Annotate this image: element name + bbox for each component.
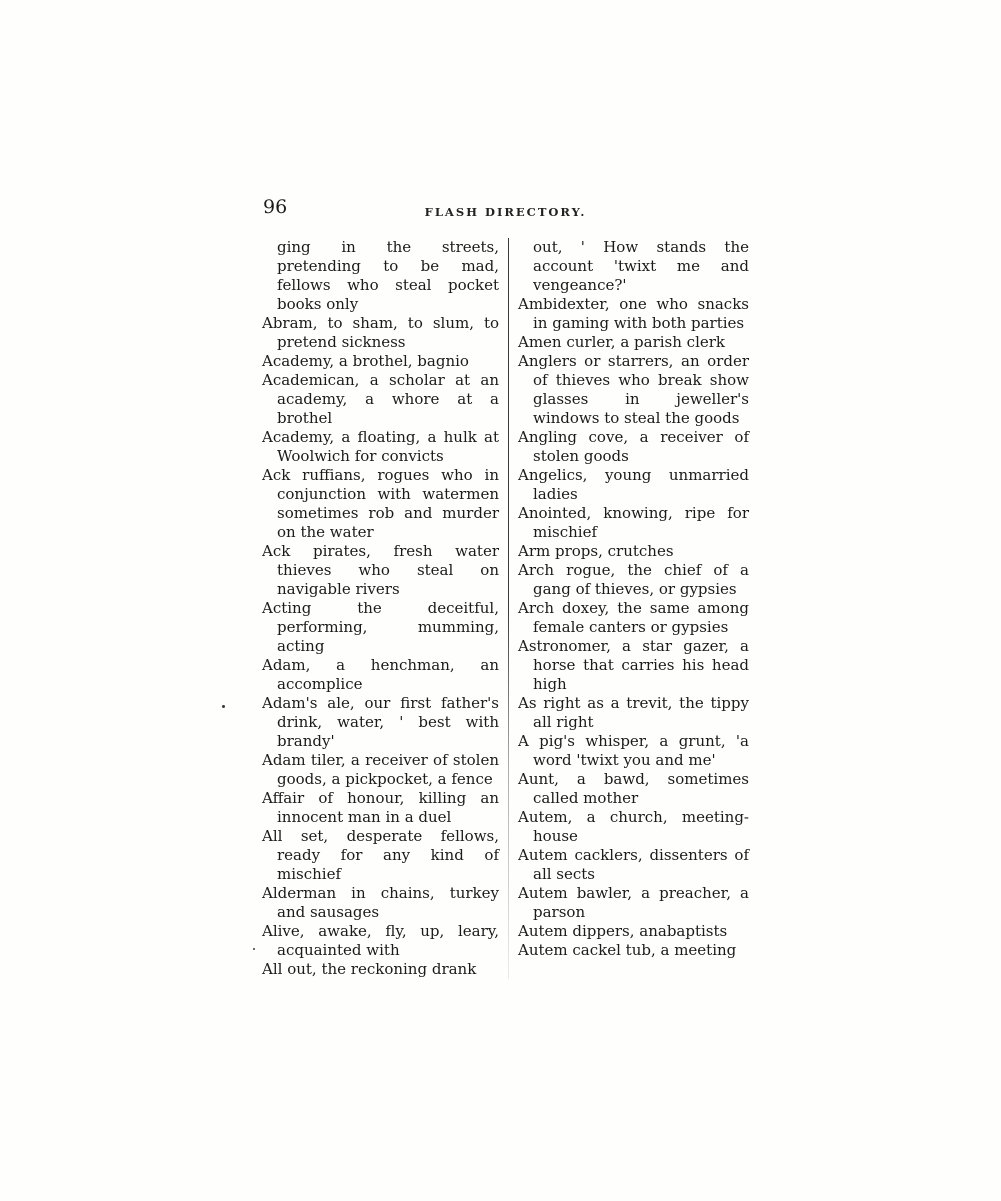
dictionary-entry: Academican, a scholar at an academy, a whore at a brothel [262, 371, 499, 427]
dictionary-entry: All set, desperate fellows, ready for any kind of mischief [262, 827, 499, 883]
dictionary-columns [262, 238, 749, 979]
dictionary-entry: Adam, a henchman, an accomplice [262, 656, 499, 693]
dictionary-entry: Autem dippers, anabaptists [518, 922, 728, 940]
scan-artifact [222, 705, 225, 708]
dictionary-entry: Academy, a floating, a hulk at Woolwich for convicts [262, 428, 499, 465]
dictionary-entry: Academy, a brothel, bagnio [262, 352, 469, 370]
dictionary-entry: Angling cove, a receiver of stolen goods [518, 428, 749, 465]
dictionary-entry: Ack pirates, fresh water thieves who steal on navigable rivers [262, 542, 499, 598]
dictionary-entry: Ack ruffians, rogues who in conjunction with watermen sometimes rob and murder on the water [262, 466, 499, 541]
dictionary-entry: Astronomer, a star gazer, a horse that carries his head high [518, 637, 749, 693]
dictionary-entry: Arch rogue, the chief of a gang of thieves, or gypsies [518, 561, 749, 598]
dictionary-entry: Autem cacklers, dissenters of all sects [518, 846, 749, 883]
dictionary-entry: Arm props, crutches [518, 542, 674, 560]
scan-artifact [253, 948, 255, 950]
dictionary-entry: Ambidexter, one who snacks in gaming with both parties [518, 295, 749, 332]
dictionary-entry: Adam's ale, our first father's drink, water, ' best with brandy' [262, 694, 499, 750]
dictionary-entry: Anglers or starrers, an order of thieves who break show glasses in jeweller's windows to steal the goods [518, 352, 749, 427]
dictionary-entry: Autem cackel tub, a meeting [518, 941, 737, 959]
dictionary-entry: Autem bawler, a preacher, a parson [518, 884, 749, 921]
dictionary-entry: Aunt, a bawd, sometimes called mother [518, 770, 749, 807]
dictionary-entry: Adam tiler, a receiver of stolen goods, a pickpocket, a fence [262, 751, 499, 788]
dictionary-entry: Autem, a church, meeting-house [518, 808, 749, 845]
dictionary-entry: All out, the reckoning drank [262, 960, 477, 978]
dictionary-entry: A pig's whisper, a grunt, 'a word 'twixt you and me' [518, 732, 749, 769]
page-number: 96 [263, 196, 288, 218]
entry-continuation: ging in the streets, pretending to be mad, fellows who steal pocket books only [277, 238, 499, 313]
dictionary-entry: Arch doxey, the same among female canters or gypsies [518, 599, 749, 636]
entry-continuation: out, ' How stands the account 'twixt me and vengeance?' [533, 238, 749, 294]
dictionary-entry: As right as a trevit, the tippy all right [518, 694, 749, 731]
dictionary-entry: Alderman in chains, turkey and sausages [262, 884, 499, 921]
running-header: FLASH DIRECTORY. [424, 205, 587, 219]
dictionary-entry: Angelics, young unmarried ladies [518, 466, 749, 503]
dictionary-entry: Abram, to sham, to slum, to pretend sickness [262, 314, 499, 351]
dictionary-entry: Acting the deceitful, performing, mumming, acting [262, 599, 499, 655]
dictionary-entry: Amen curler, a parish clerk [518, 333, 726, 351]
dictionary-entry: Affair of honour, killing an innocent man in a duel [262, 789, 499, 826]
dictionary-entry: Anointed, knowing, ripe for mischief [518, 504, 749, 541]
left-column [262, 238, 508, 979]
dictionary-entry: Alive, awake, fly, up, leary, acquainted with [262, 922, 499, 959]
right-column [509, 238, 749, 979]
